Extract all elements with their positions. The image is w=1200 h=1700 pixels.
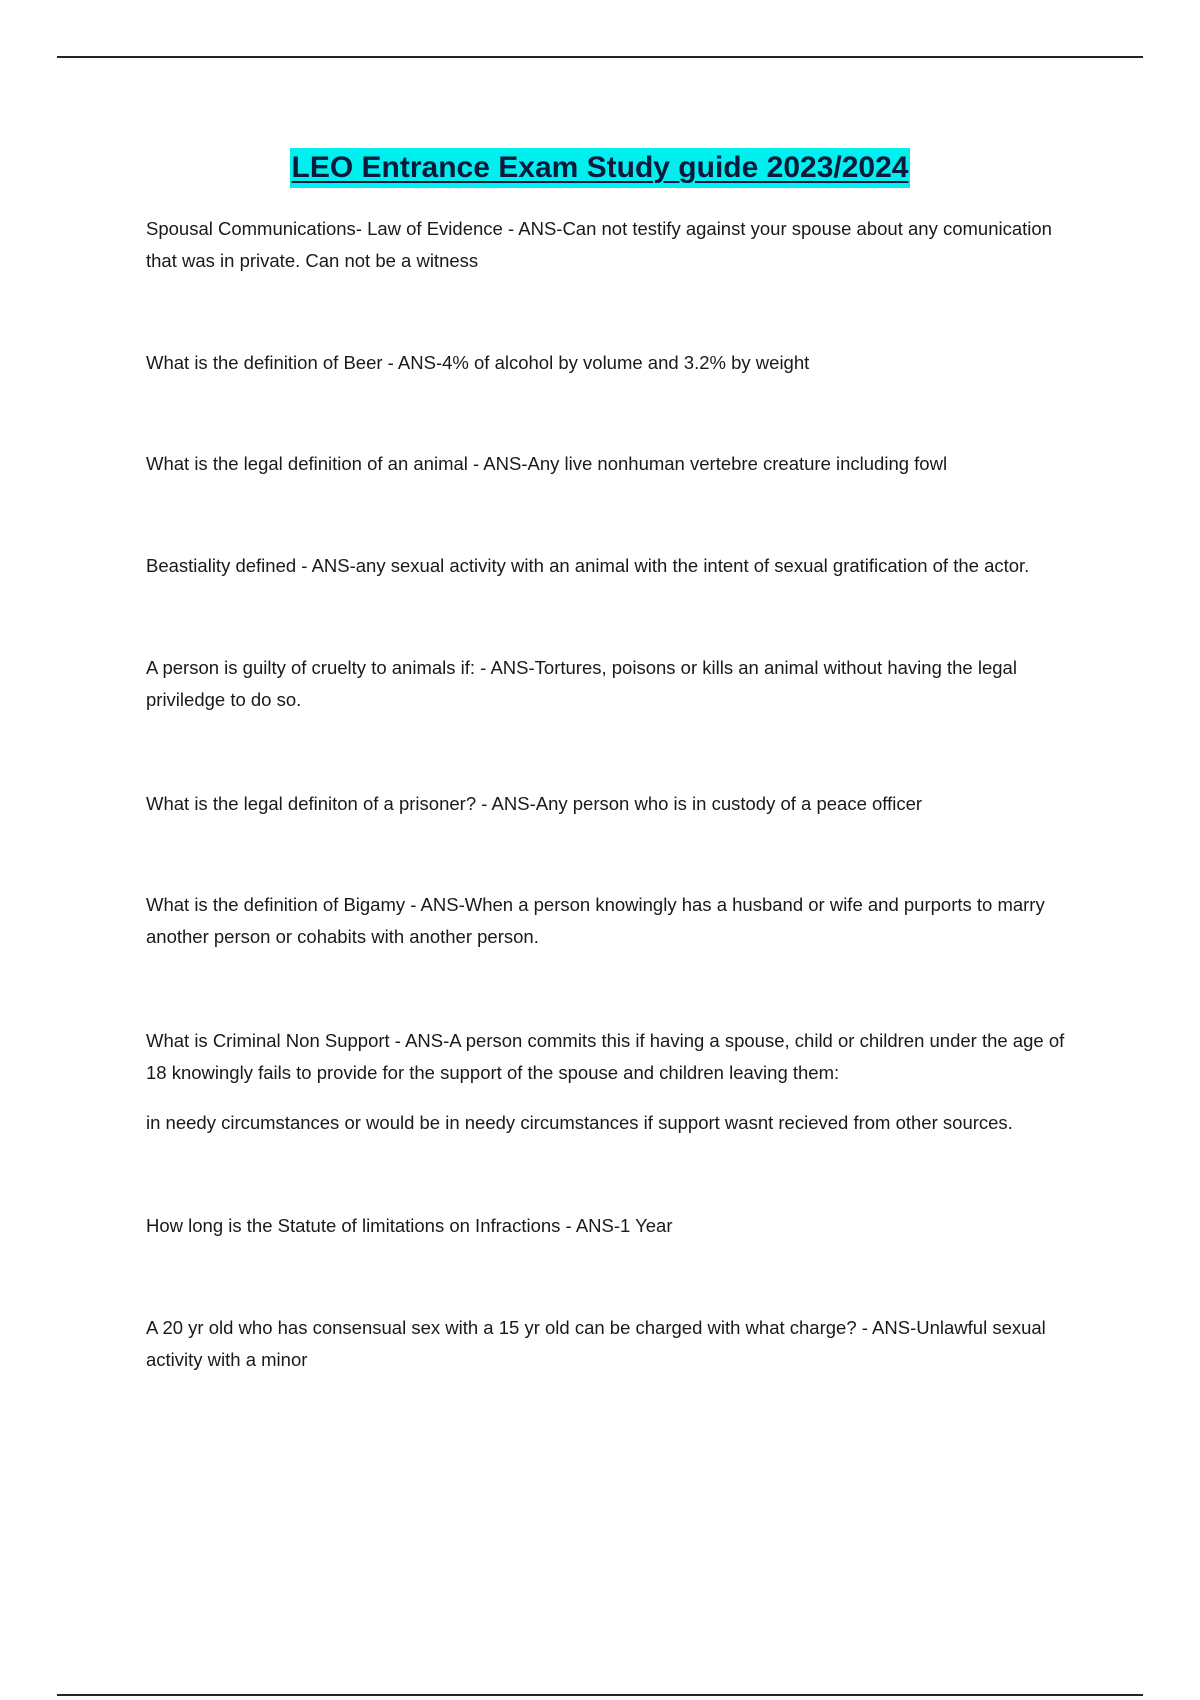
qa-item — [146, 1312, 1086, 1376]
qa-item — [146, 1210, 1086, 1242]
study-guide-content — [146, 213, 1086, 1376]
qa-text: A 20 yr old who has consensual sex with a 15 yr old can be charged with what charge? - ANS-Unlawful sexual activity with a minor — [146, 1317, 1046, 1370]
qa-item — [146, 448, 1086, 480]
qa-text: How long is the Statute of limitations on Infractions - ANS-1 Year — [146, 1215, 673, 1236]
qa-text: A person is guilty of cruelty to animals if: - ANS-Tortures, poisons or kills an animal without having the legal priviledge to do so. — [146, 657, 1017, 710]
qa-text: What is the definition of Bigamy - ANS-When a person knowingly has a husband or wife and purports to marry another person or cohabits with another person. — [146, 894, 1045, 947]
qa-item — [146, 652, 1086, 716]
bottom-divider — [57, 1694, 1143, 1696]
qa-text: What is Criminal Non Support - ANS-A person commits this if having a spouse, child or children under the age of 18 knowingly fails to provide for the support of the spouse and children leaving them: — [146, 1030, 1065, 1083]
qa-item — [146, 347, 1086, 379]
qa-item — [146, 550, 1086, 582]
qa-item — [146, 213, 1086, 277]
qa-text: Beastiality defined - ANS-any sexual activity with an animal with the intent of sexual gratification of the actor. — [146, 555, 1030, 576]
qa-text-continued: in needy circumstances or would be in needy circumstances if support wasnt recieved from other sources. — [146, 1112, 1013, 1133]
qa-item — [146, 889, 1086, 953]
qa-item — [146, 788, 1086, 820]
qa-text: Spousal Communications- Law of Evidence - ANS-Can not testify against your spouse about any comunication that was in private. Can not be a witness — [146, 218, 1052, 271]
qa-item — [146, 1025, 1086, 1139]
qa-text: What is the legal definition of an animal - ANS-Any live nonhuman vertebre creature including fowl — [146, 453, 948, 474]
qa-text: What is the definition of Beer - ANS-4% of alcohol by volume and 3.2% by weight — [146, 352, 810, 373]
top-divider — [57, 56, 1143, 58]
document-title: LEO Entrance Exam Study guide 2023/2024 — [290, 148, 911, 188]
title-container — [0, 148, 1200, 188]
qa-text: What is the legal definiton of a prisoner? - ANS-Any person who is in custody of a peace officer — [146, 793, 923, 814]
